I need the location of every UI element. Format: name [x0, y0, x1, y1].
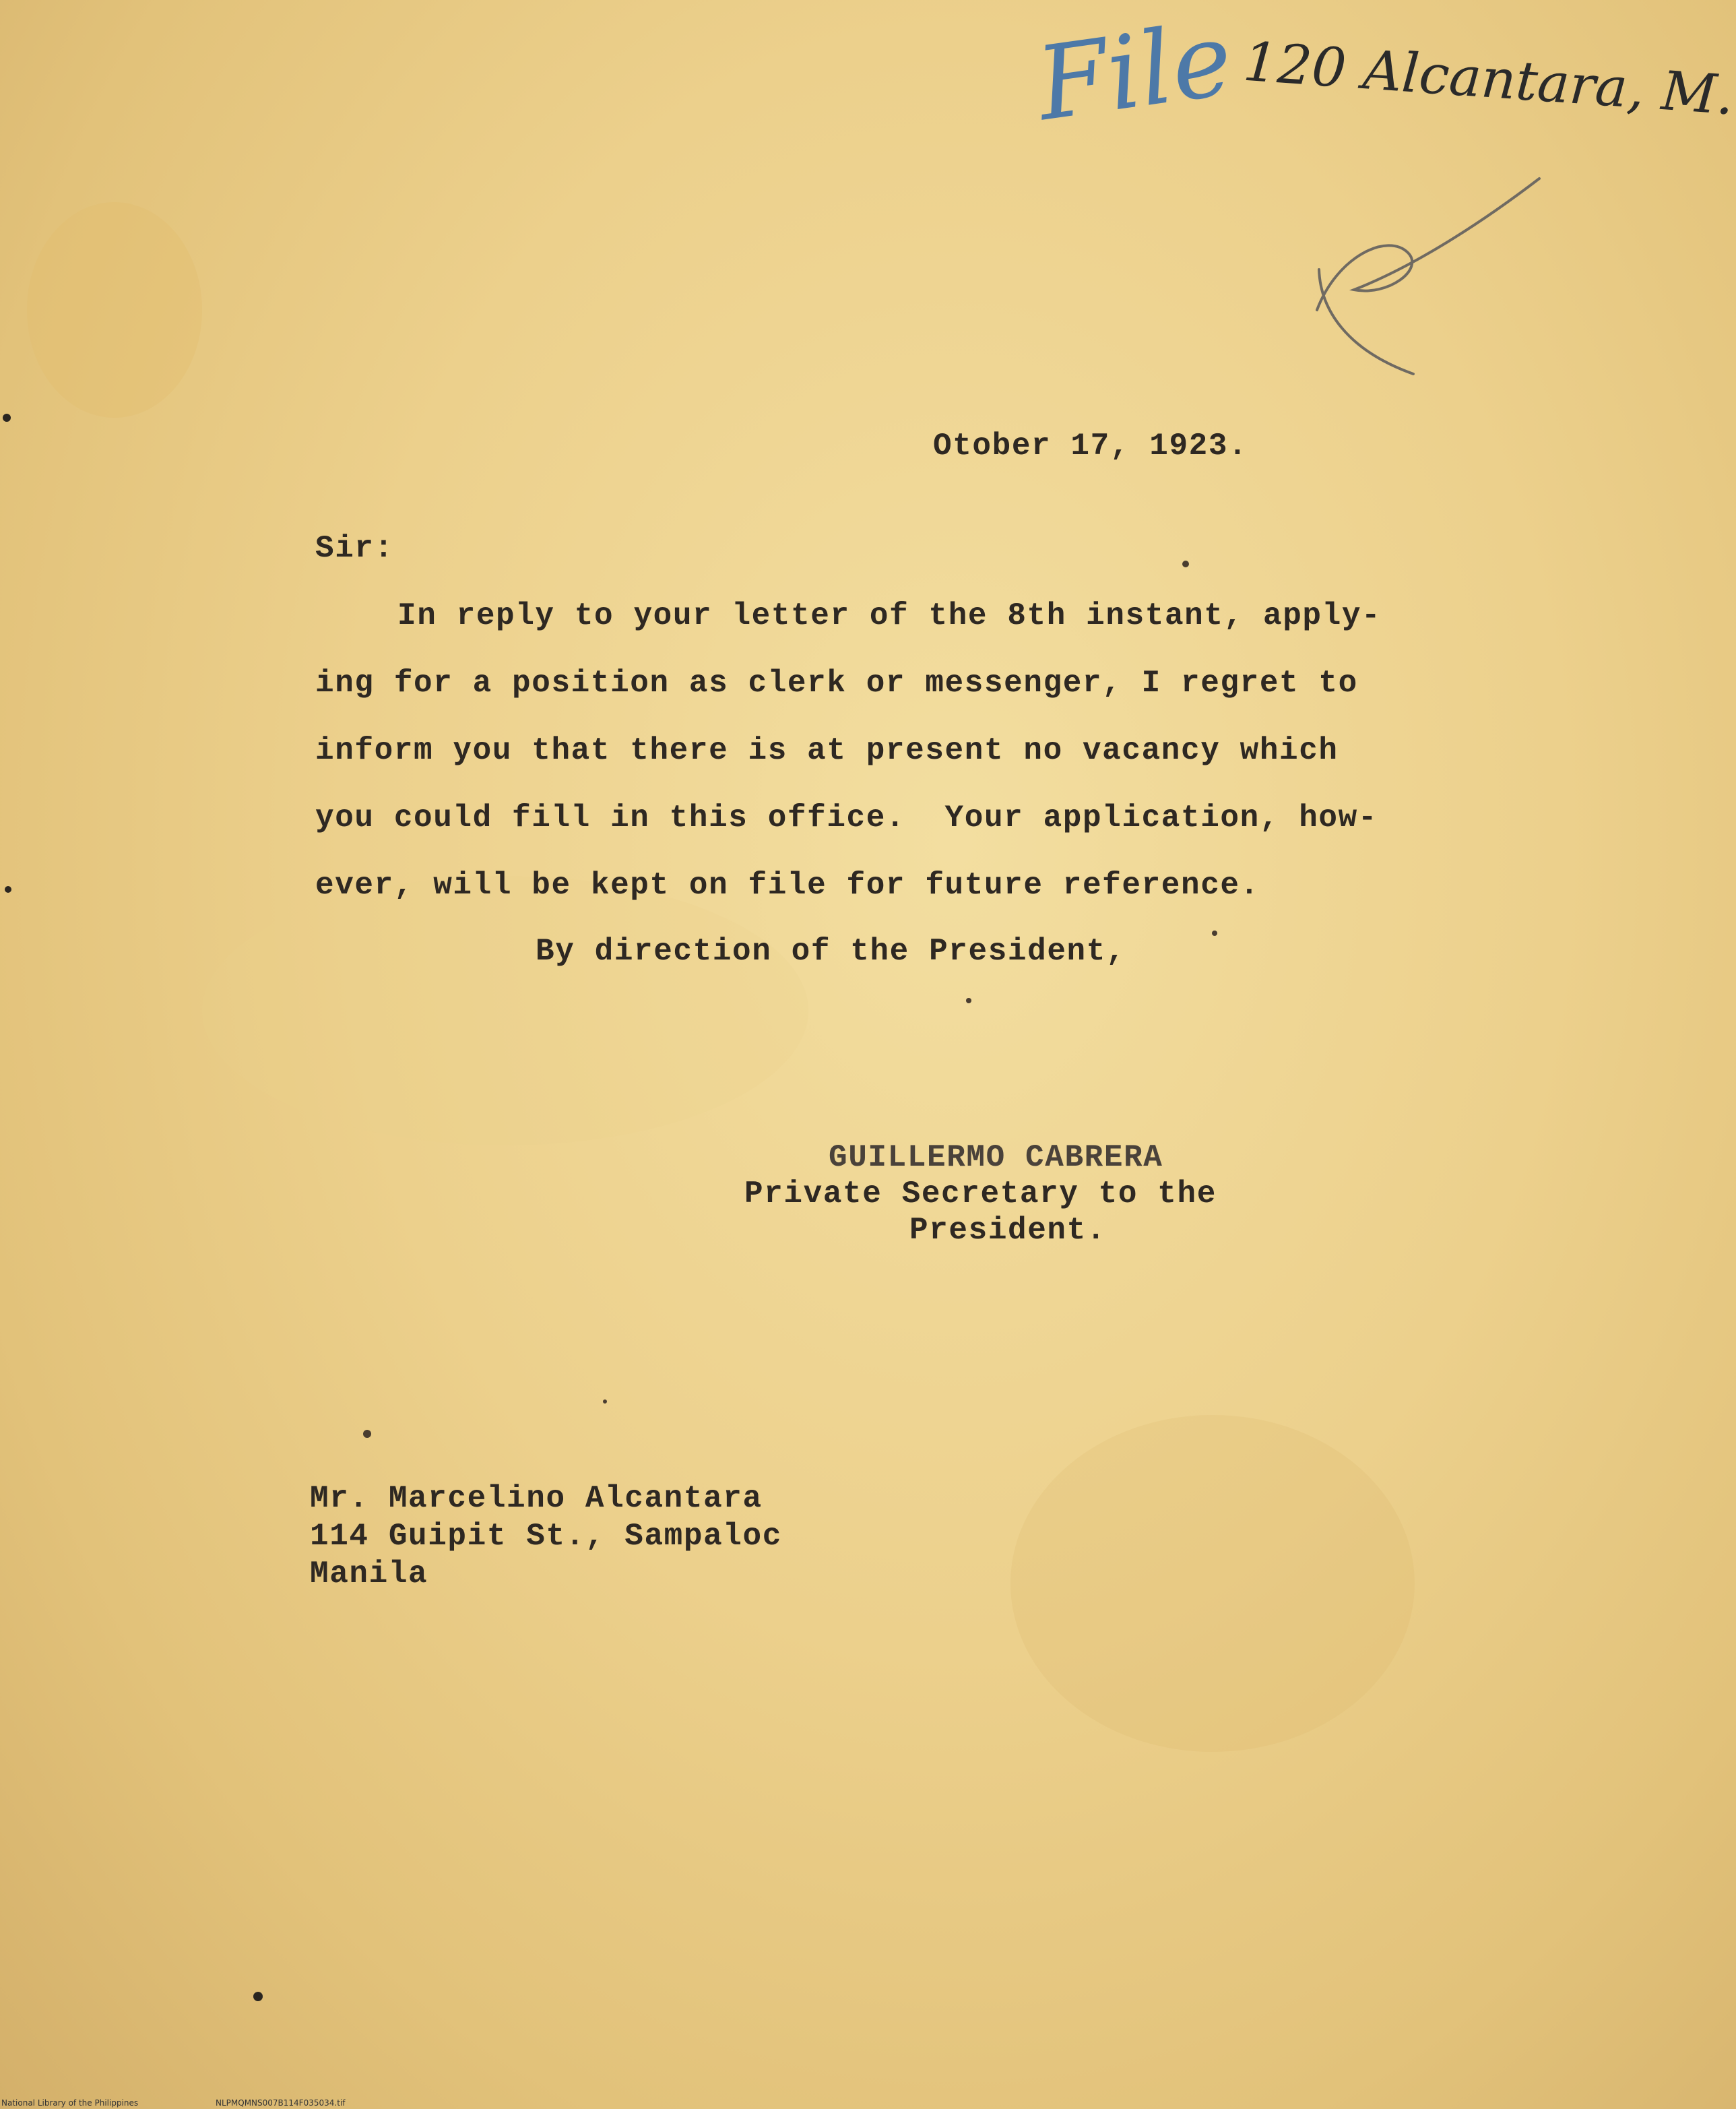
letter-salutation: Sir:	[315, 531, 394, 566]
letter-body-line: you could fill in this office. Your application, how-	[315, 800, 1378, 836]
letter-body-line: ing for a position as clerk or messenger, I regret to	[315, 666, 1358, 701]
recipient-street: 114 Guipit St., Sampaloc	[310, 1519, 782, 1554]
scan-footer-library: National Library of the Philippines	[1, 2098, 139, 2108]
letter-body-line: ever, will be kept on file for future reference.	[315, 868, 1260, 903]
recipient-name: Mr. Marcelino Alcantara	[310, 1481, 763, 1516]
letter-closing: By direction of the President,	[536, 934, 1126, 969]
letter-date: Otober 17, 1923.	[933, 429, 1248, 464]
letter-body-line: inform you that there is at present no vacancy which	[315, 733, 1339, 768]
recipient-city: Manila	[310, 1556, 428, 1592]
handwritten-reference-note: 120 Alcantara, M.	[1241, 30, 1736, 127]
letter-body-line: In reply to your letter of the 8th instant, apply-	[397, 598, 1382, 633]
signature-name: GUILLERMO CABRERA	[829, 1140, 1163, 1175]
signature-title-line: Private Secretary to the	[744, 1176, 1217, 1211]
signature-title-line: President.	[909, 1213, 1107, 1248]
scan-footer-file-id: NLPMQMNS007B114F035034.tif	[216, 2098, 346, 2108]
handwritten-file-note: File	[1030, 0, 1240, 144]
